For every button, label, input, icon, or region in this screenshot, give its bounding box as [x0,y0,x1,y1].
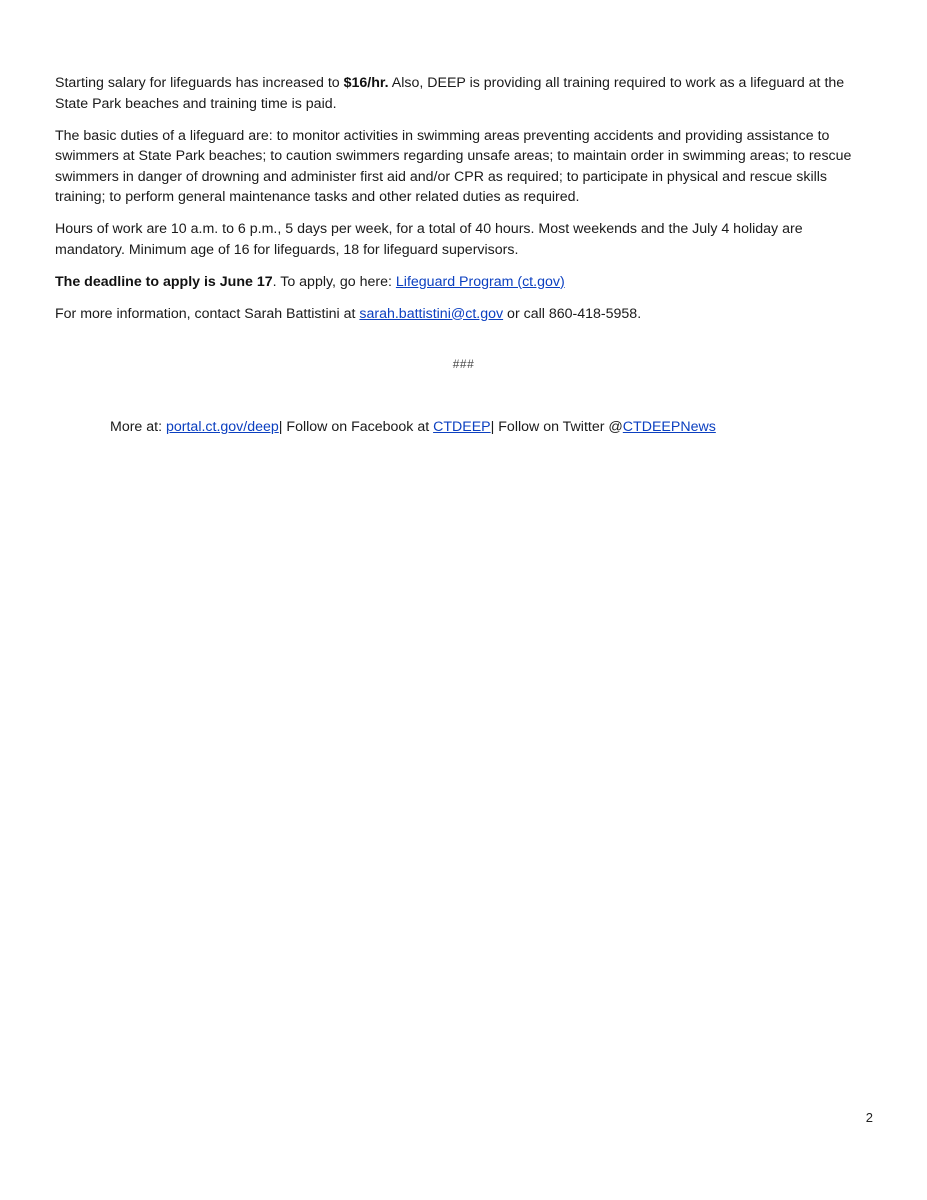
portal-link[interactable]: portal.ct.gov/deep [165,419,279,435]
footer-links [110,417,716,437]
deadline-paragraph [55,272,875,293]
hours-paragraph: Hours of work are 10 a.m. to 6 p.m., 5 days per week, for a total of 40 hours. Most weekends and the July 4 holiday are mandatory. Minimum age of 16 for lifeguards, 18 for lifeguard supervisors. [55,221,803,258]
salary-paragraph [55,73,875,114]
apply-text: . To apply, go here: [272,273,396,290]
salary-text-1: Starting salary for lifeguards has increased to [55,75,344,91]
contact-text-1: For more information, contact Sarah Battistini at [55,305,360,322]
contact-email-link[interactable]: sarah.battistini@ct.gov [359,305,504,322]
footer-prefix: More at: [110,419,166,435]
salary-amount: $16/hr. [343,75,389,91]
twitter-text: | Follow on Twitter @ [490,419,623,435]
facebook-text: | Follow on Facebook at [278,419,434,435]
duties-paragraph: The basic duties of a lifeguard are: to monitor activities in swimming areas preventing accidents and providing assistance to swimmers at State Park beaches; to caution swimmers regarding unsafe areas; to maintain order in swimming areas; to rescue swimmers in danger of drowning and administer first aid and/or CPR as required; to participate in physical and rescue skills training; to perform general maintenance tasks and other related duties as required. [55,127,852,205]
facebook-link[interactable]: CTDEEP [433,419,491,435]
contact-text-2: or call 860-418-5958. [503,305,642,322]
deadline-text: The deadline to apply is June 17 [55,273,273,290]
press-release-body [55,73,875,336]
salary-text-2: Also, DEEP is providing all training required to work as a lifeguard at the State Park beaches and training time is paid. [55,75,845,112]
twitter-link[interactable]: CTDEEPNews [622,419,716,435]
contact-paragraph [55,304,875,325]
lifeguard-program-link[interactable]: Lifeguard Program (ct.gov) [395,273,565,290]
end-separator: ### [452,357,475,371]
page-number: 2 [865,1110,873,1125]
